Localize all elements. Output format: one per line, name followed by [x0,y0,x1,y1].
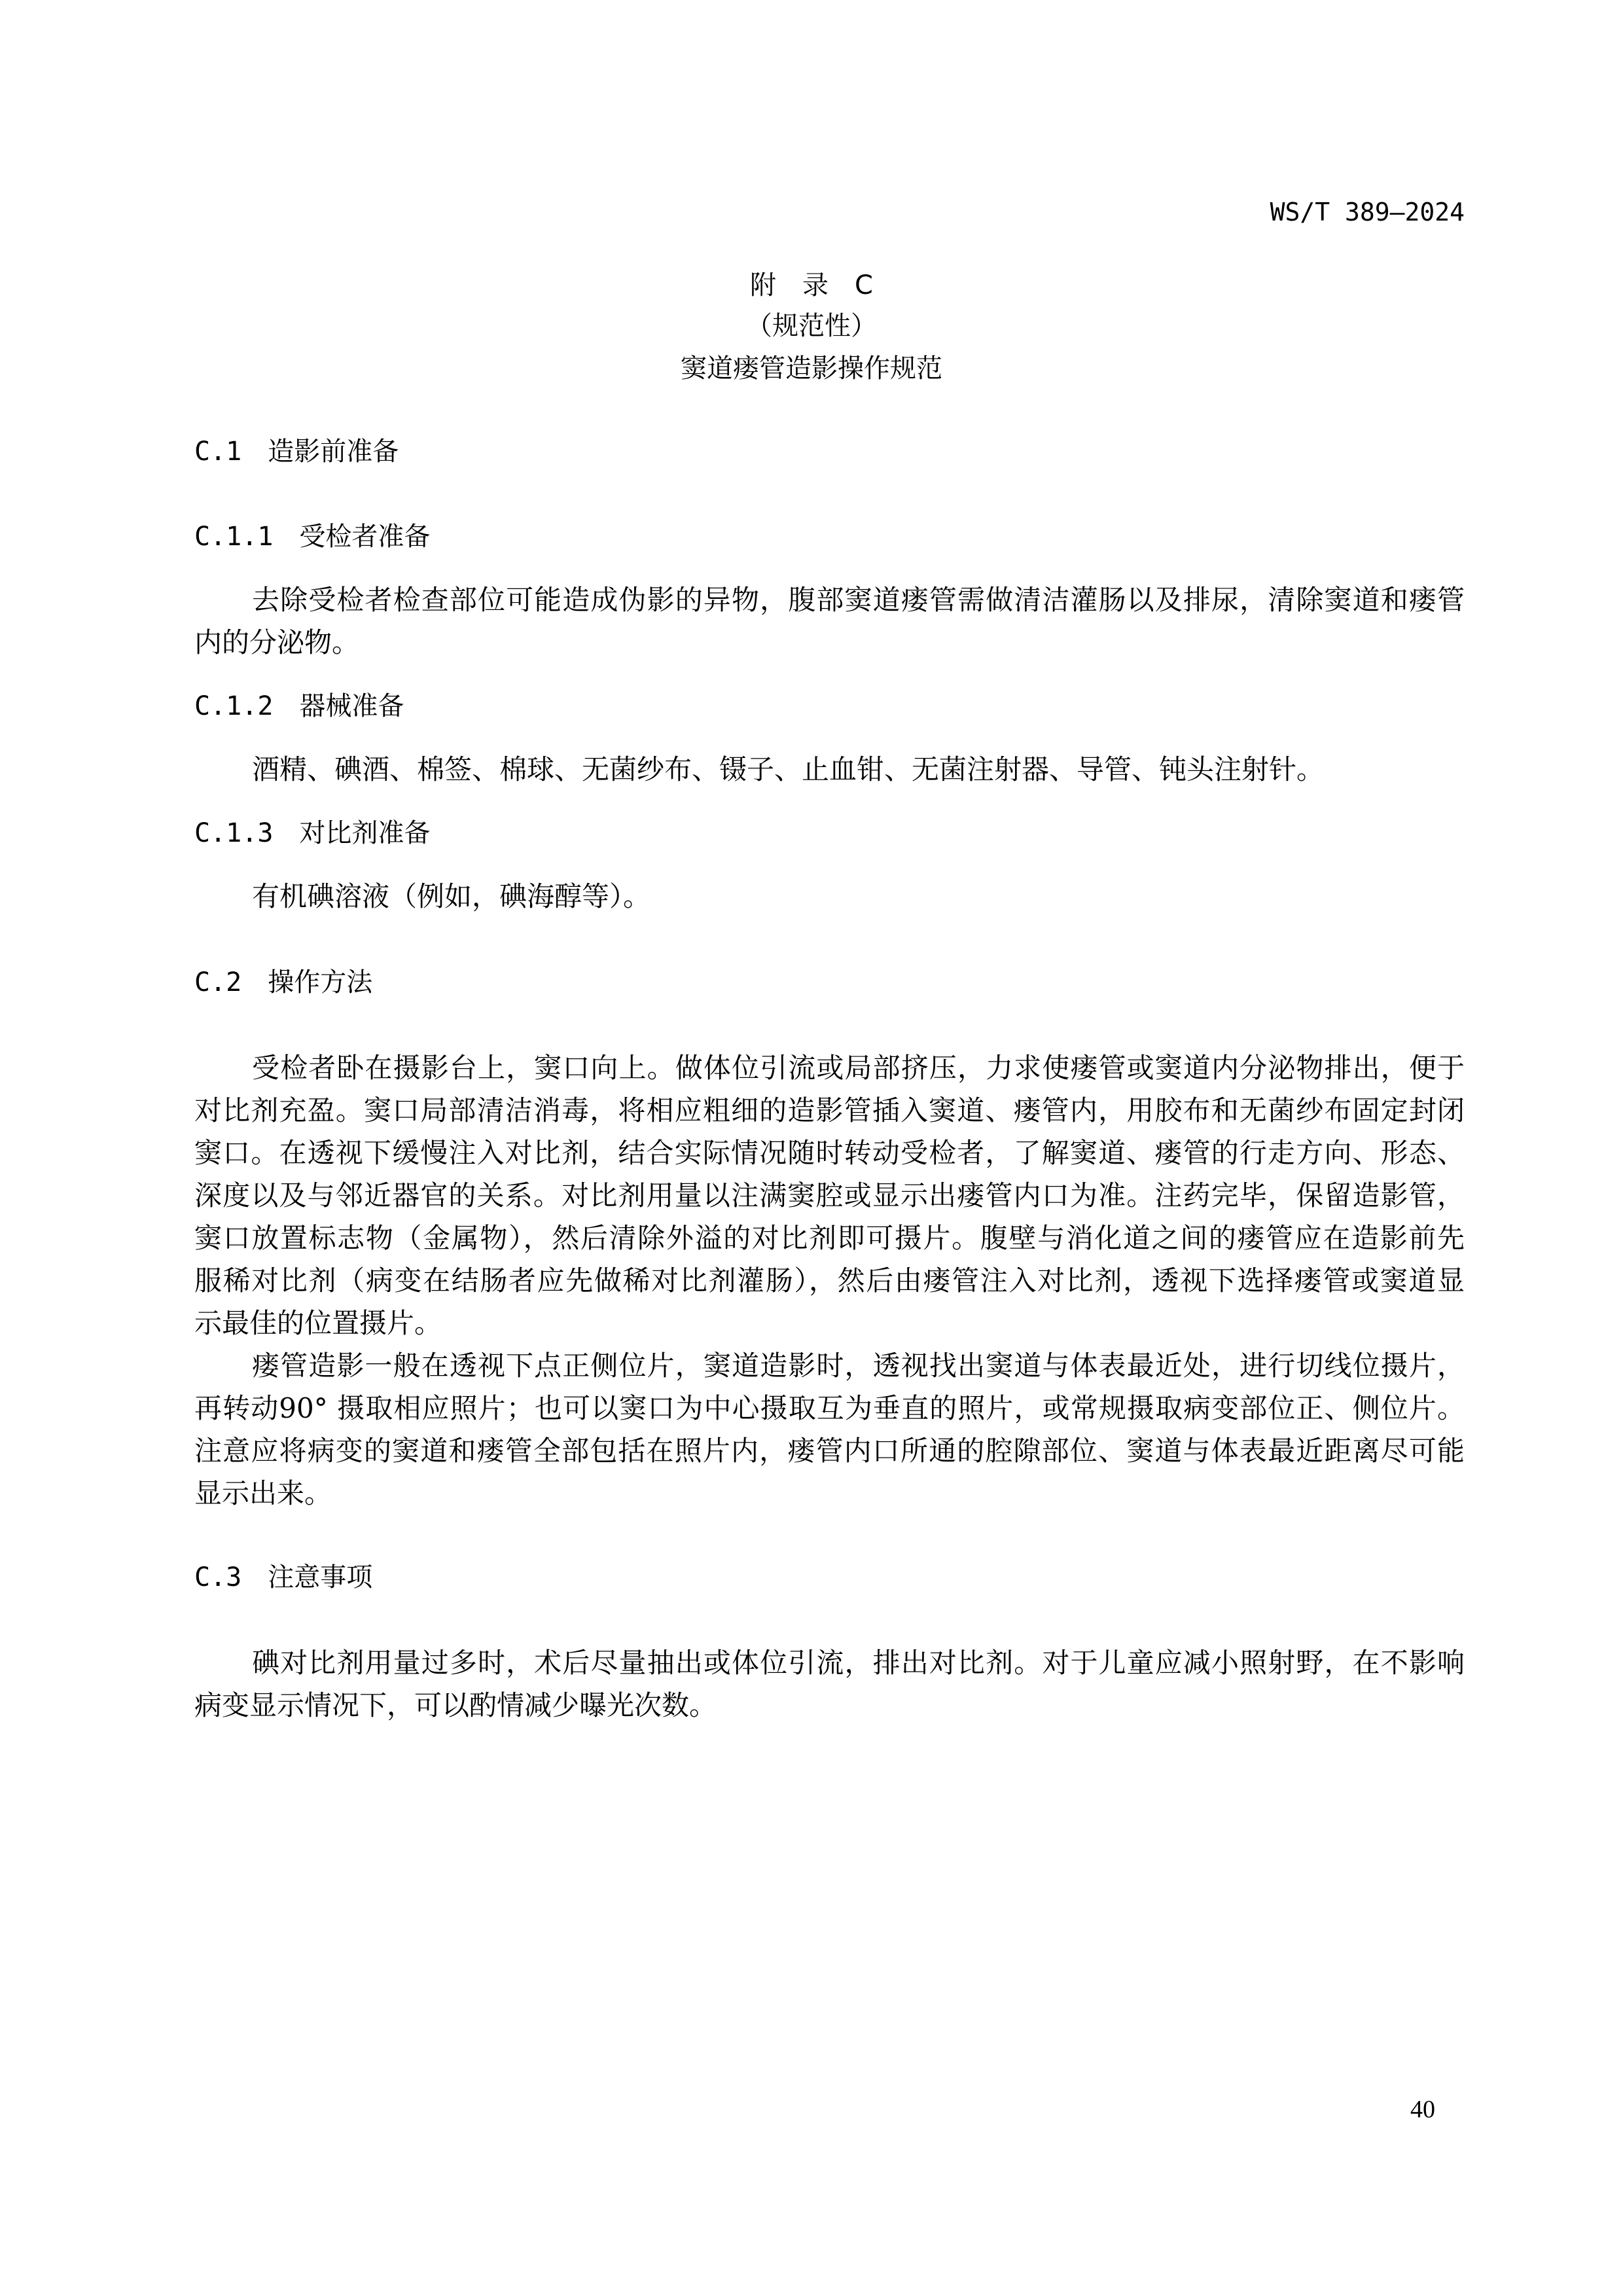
text-line: 去除受检者检查部位可能造成伪影的异物，腹部窦道瘘管需做清洁灌肠以及排尿，清除窦道和瘘管 [252,584,1465,616]
text-line: 注意应将病变的窦道和瘘管全部包括在照片内，瘘管内口所通的腔隙部位、窦道与体表最近距离尽可能 [194,1435,1465,1467]
heading-title: 注意事项 [268,1562,373,1592]
heading-number: C.1 [194,437,242,467]
text-line: 窦口放置标志物（金属物），然后清除外溢的对比剂即可摄片。腹壁与消化道之间的瘘管应在造影前先 [194,1222,1465,1254]
text-line: 酒精、碘酒、棉签、棉球、无菌纱布、镊子、止血钳、无菌注射器、导管、钝头注射针。 [252,753,1325,785]
appendix-title: 窦道瘘管造影操作规范 [681,353,942,384]
paragraph-c1-2 [194,748,1465,791]
text-line: 窦口。在透视下缓慢注入对比剂，结合实际情况随时转动受检者，了解窦道、瘘管的行走方向、形态、 [194,1137,1465,1169]
paragraph-c2-1 [194,1047,1465,1515]
heading-title: 器械准备 [299,691,404,721]
heading-title: 造影前准备 [268,437,399,467]
standard-code: WS/T 389—2024 [1270,198,1465,226]
heading-number: C.3 [194,1562,242,1592]
heading-title: 受检者准备 [299,522,431,552]
text-line: 显示出来。 [194,1477,332,1509]
text-line: 病变显示情况下，可以酌情减少曝光次数。 [194,1689,717,1721]
text-line: 深度以及与邻近器官的关系。对比剂用量以注满窦腔或显示出瘘管内口为准。注药完毕，保留造影管， [194,1179,1465,1211]
text-line: 服稀对比剂（病变在结肠者应先做稀对比剂灌肠），然后由瘘管注入对比剂，透视下选择瘘管或窦道显 [194,1265,1465,1297]
paragraph-c3 [194,1641,1465,1727]
paragraph-c1-3 [194,875,1465,918]
heading-number: C.1.3 [194,818,274,848]
appendix-label: 附 录 C [750,270,873,300]
heading-c1 [194,432,399,471]
appendix-nature: （规范性） [746,311,877,341]
text-line: 示最佳的位置摄片。 [194,1307,442,1339]
heading-c3 [194,1558,372,1597]
text-line: 对比剂充盈。窦口局部清洁消毒，将相应粗细的造影管插入窦道、瘘管内，用胶布和无菌纱布固定封闭 [194,1094,1465,1126]
heading-c2 [194,963,372,1002]
page-number: 40 [1410,2096,1435,2123]
text-line: 内的分泌物。 [194,626,360,658]
heading-number: C.2 [194,967,242,997]
heading-c1-3 [194,814,430,853]
paragraph-c1-1 [194,579,1465,664]
heading-title: 操作方法 [268,967,373,997]
heading-number: C.1.1 [194,522,274,552]
heading-number: C.1.2 [194,691,274,721]
heading-c1-1 [194,517,430,556]
text-line: 有机碘溶液（例如，碘海醇等）。 [252,880,651,912]
heading-c1-2 [194,687,404,726]
heading-title: 对比剂准备 [299,818,431,848]
text-line: 瘘管造影一般在透视下点正侧位片，窦道造影时，透视找出窦道与体表最近处，进行切线位摄片， [252,1350,1465,1382]
text-line: 受检者卧在摄影台上，窦口向上。做体位引流或局部挤压，力求使瘘管或窦道内分泌物排出，便于 [252,1052,1465,1084]
text-line: 碘对比剂用量过多时，术后尽量抽出或体位引流，排出对比剂。对于儿童应减小照射野，在不影响 [252,1647,1465,1679]
text-line: 再转动90° 摄取相应照片；也可以窦口为中心摄取互为垂直的照片，或常规摄取病变部位正、侧位片。 [194,1392,1465,1424]
